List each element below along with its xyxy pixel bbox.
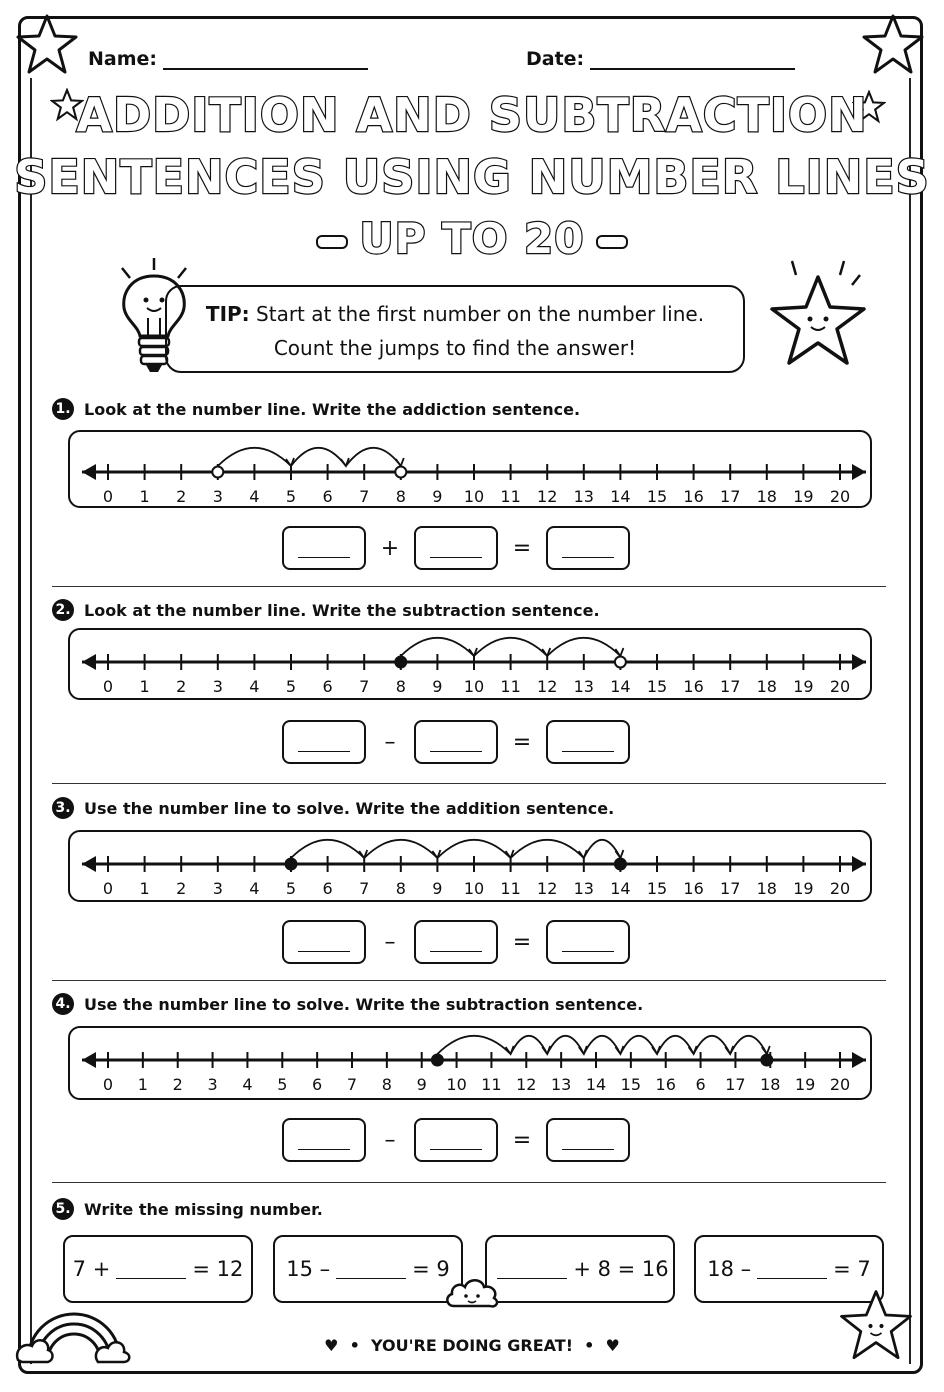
- jump-arc: [346, 448, 401, 466]
- tick-label: 8: [381, 1075, 392, 1094]
- date-label: Date:: [526, 48, 585, 70]
- star-icon: [14, 12, 80, 78]
- arc-arrowhead: [615, 648, 623, 656]
- equals-sign: =: [512, 535, 532, 561]
- tick-label: 6: [322, 677, 333, 696]
- missing-number-box[interactable]: [273, 1235, 463, 1303]
- number-line-point: [395, 467, 406, 478]
- date-field[interactable]: [526, 48, 795, 70]
- tick-label: 8: [395, 487, 406, 506]
- tick-label: 13: [573, 879, 594, 898]
- number-line-point: [432, 1055, 443, 1066]
- tick-label: 12: [516, 1075, 537, 1094]
- tick-label: 14: [610, 879, 631, 898]
- section-divider: [52, 586, 886, 587]
- arrow-right-icon: [852, 654, 866, 670]
- answer-box[interactable]: [282, 526, 366, 570]
- tick-label: 8: [395, 677, 406, 696]
- tick-label: 13: [550, 1075, 572, 1094]
- tick-label: 3: [212, 487, 223, 506]
- tip-text-1: Start at the first number on the number line.: [256, 302, 705, 326]
- heart-icon: ♥: [324, 1336, 339, 1355]
- date-line[interactable]: [590, 50, 795, 70]
- tick-label: 4: [242, 1075, 253, 1094]
- jump-arc: [364, 840, 437, 858]
- operator: +: [380, 535, 400, 561]
- tick-label: 20: [829, 879, 851, 898]
- tick-label: 10: [463, 677, 485, 696]
- arrow-left-icon: [82, 464, 96, 480]
- smiling-star-icon: [760, 255, 876, 375]
- arc-arrowhead: [396, 458, 404, 466]
- tick-label: 17: [720, 879, 741, 898]
- number-line-point: [761, 1055, 772, 1066]
- tick-label: 0: [102, 487, 114, 506]
- tick-label: 18: [756, 677, 777, 696]
- tick-label: 1: [139, 879, 150, 898]
- jump-arc: [584, 840, 621, 858]
- tick-label: 0: [102, 879, 114, 898]
- section-divider: [52, 980, 886, 981]
- answer-box[interactable]: [414, 920, 498, 964]
- tick-label: 16: [683, 677, 704, 696]
- jump-arc: [401, 638, 474, 656]
- number-line-box-4: [68, 1026, 872, 1100]
- tick-label: 12: [537, 879, 558, 898]
- tick-label: 20: [829, 1075, 851, 1094]
- tick-label: 9: [416, 1075, 427, 1094]
- arrow-right-icon: [852, 464, 866, 480]
- tip-label: TIP:: [205, 302, 250, 326]
- jump-arc: [694, 1036, 731, 1054]
- jump-arc: [511, 1036, 548, 1054]
- equation-row-4: [282, 1118, 630, 1162]
- jump-arc: [437, 840, 510, 858]
- jump-arc: [291, 840, 364, 858]
- expression-end: + 8 = 16: [573, 1257, 669, 1281]
- answer-box[interactable]: [546, 1118, 630, 1162]
- tick-label: 13: [573, 487, 594, 506]
- question-text: Use the number line to solve. Write the addition sentence.: [84, 798, 615, 818]
- expression-end: = 7: [833, 1257, 871, 1281]
- question-text: Write the missing number.: [84, 1199, 323, 1219]
- answer-box[interactable]: [282, 920, 366, 964]
- answer-box[interactable]: [546, 526, 630, 570]
- tick-label: 0: [102, 1075, 114, 1094]
- blank-line[interactable]: [336, 1260, 406, 1279]
- number-line-point: [286, 859, 297, 870]
- tip-line-1: [167, 297, 743, 331]
- tick-label: 5: [285, 879, 297, 898]
- footer: [0, 1336, 944, 1355]
- arrow-right-icon: [852, 856, 866, 872]
- tick-label: 14: [610, 677, 631, 696]
- tick-label: 15: [646, 487, 668, 506]
- jump-arc: [291, 448, 346, 466]
- tick-label: 9: [432, 677, 443, 696]
- arrow-left-icon: [82, 654, 96, 670]
- equals-sign: =: [512, 729, 532, 755]
- number-line-point: [615, 859, 626, 870]
- equation-row-1: [282, 526, 630, 570]
- tick-label: 0: [102, 677, 114, 696]
- question-number: 1.: [52, 398, 74, 420]
- blank-line[interactable]: [497, 1260, 567, 1279]
- title-line-3-text: UP TO 20: [359, 214, 585, 263]
- bullet: •: [584, 1336, 595, 1355]
- tick-label: 19: [793, 487, 814, 506]
- tick-label: 1: [137, 1075, 148, 1094]
- tick-label: 15: [620, 1075, 642, 1094]
- number-line-box-3: [68, 830, 872, 902]
- tick-label: 9: [432, 879, 443, 898]
- star-icon: [860, 12, 926, 78]
- tick-label: 13: [573, 677, 594, 696]
- number-line-2: [70, 630, 870, 698]
- jump-arc: [474, 638, 547, 656]
- tick-label: 20: [829, 487, 851, 506]
- tick-label: 16: [683, 487, 704, 506]
- tick-label: 6: [322, 879, 333, 898]
- question-5: [52, 1198, 323, 1220]
- answer-box[interactable]: [546, 920, 630, 964]
- tick-label: 1: [139, 487, 150, 506]
- tick-label: 15: [646, 879, 668, 898]
- arrow-left-icon: [82, 856, 96, 872]
- tick-label: 10: [463, 879, 485, 898]
- tick-label: 3: [207, 1075, 218, 1094]
- section-divider: [52, 783, 886, 784]
- tick-label: 5: [285, 487, 297, 506]
- title-line-1: ADDITION AND SUBTRACTION: [76, 88, 868, 142]
- tick-label: 12: [537, 487, 558, 506]
- blank-line[interactable]: [757, 1260, 827, 1279]
- tick-label: 11: [500, 487, 521, 506]
- tick-label: 8: [395, 879, 406, 898]
- tip-text-2: Count the jumps to find the answer!: [273, 336, 637, 360]
- tick-label: 6: [312, 1075, 323, 1094]
- number-line-box-2: [68, 628, 872, 700]
- number-line-point: [212, 467, 223, 478]
- tick-label: 1: [139, 677, 150, 696]
- answer-box[interactable]: [414, 526, 498, 570]
- arc-arrowhead: [615, 850, 623, 858]
- answer-box[interactable]: [282, 720, 366, 764]
- jump-arc: [657, 1036, 694, 1054]
- jump-arc: [218, 448, 291, 466]
- operator: –: [384, 729, 396, 755]
- question-text: Look at the number line. Write the subtraction sentence.: [84, 600, 600, 620]
- jump-arc: [547, 638, 620, 656]
- arrow-right-icon: [852, 1052, 866, 1068]
- missing-number-box[interactable]: [485, 1235, 675, 1303]
- tick-label: 4: [249, 677, 260, 696]
- jump-arc: [437, 1036, 510, 1054]
- number-line-1: [70, 432, 870, 506]
- tick-label: 12: [537, 677, 558, 696]
- expression-start: 7 +: [72, 1257, 111, 1281]
- tick-label: 3: [212, 677, 223, 696]
- tick-label: 19: [794, 1075, 816, 1094]
- number-line-point: [615, 657, 626, 668]
- arrow-left-icon: [82, 1052, 96, 1068]
- tick-label: 20: [829, 677, 851, 696]
- question-number: 4.: [52, 993, 74, 1015]
- question-number: 5.: [52, 1198, 74, 1220]
- question-1: [52, 398, 580, 420]
- expression-start: 15 –: [286, 1257, 331, 1281]
- tick-label: 14: [585, 1075, 607, 1094]
- arc-arrowhead: [762, 1046, 770, 1054]
- expression-end: = 12: [192, 1257, 244, 1281]
- tick-label: 15: [646, 677, 668, 696]
- answer-box[interactable]: [546, 720, 630, 764]
- question-3: [52, 797, 614, 819]
- blank-line[interactable]: [116, 1260, 186, 1279]
- title-line-2: SENTENCES USING NUMBER LINES: [14, 150, 930, 204]
- tick-label: 17: [720, 487, 741, 506]
- tick-label: 6: [695, 1075, 706, 1094]
- tick-label: 11: [500, 677, 521, 696]
- tick-label: 16: [655, 1075, 676, 1094]
- jump-arc: [584, 1036, 621, 1054]
- operator: –: [384, 1127, 396, 1153]
- question-number: 2.: [52, 599, 74, 621]
- bullet: •: [349, 1336, 360, 1355]
- tick-label: 19: [793, 879, 814, 898]
- question-text: Look at the number line. Write the addiction sentence.: [84, 399, 581, 419]
- tick-label: 2: [176, 487, 187, 506]
- tick-label: 18: [756, 879, 777, 898]
- answer-box[interactable]: [414, 1118, 498, 1162]
- tick-label: 10: [463, 487, 485, 506]
- tick-label: 14: [610, 487, 631, 506]
- heart-icon: ♥: [605, 1336, 620, 1355]
- expression-end: = 9: [412, 1257, 450, 1281]
- dash-decoration: [316, 235, 348, 249]
- question-text: Use the number line to solve. Write the subtraction sentence.: [84, 994, 644, 1014]
- tick-label: 16: [683, 879, 704, 898]
- jump-arc: [620, 1036, 657, 1054]
- footer-text: YOU'RE DOING GREAT!: [371, 1336, 573, 1355]
- tick-label: 11: [481, 1075, 502, 1094]
- tip-box: [165, 285, 745, 373]
- tick-label: 11: [500, 879, 521, 898]
- number-line-3: [70, 832, 870, 900]
- tick-label: 3: [212, 879, 223, 898]
- cloud-icon: [442, 1272, 502, 1312]
- name-label: Name:: [88, 48, 158, 70]
- operator: –: [384, 929, 396, 955]
- equals-sign: =: [512, 929, 532, 955]
- equation-row-3: [282, 920, 630, 964]
- tick-label: 7: [359, 487, 370, 506]
- question-4: [52, 993, 643, 1015]
- tick-label: 10: [446, 1075, 467, 1094]
- tick-label: 7: [346, 1075, 358, 1094]
- tick-label: 5: [285, 677, 297, 696]
- tick-label: 18: [760, 1075, 781, 1094]
- tick-label: 5: [277, 1075, 288, 1094]
- expression-start: 18 –: [707, 1257, 752, 1281]
- jump-arc: [511, 840, 584, 858]
- jump-arc: [730, 1036, 767, 1054]
- tick-label: 17: [725, 1075, 746, 1094]
- dash-decoration: [596, 235, 628, 249]
- jump-arc: [547, 1036, 584, 1054]
- tick-label: 4: [249, 879, 260, 898]
- tick-label: 7: [359, 879, 370, 898]
- number-line-point: [395, 657, 406, 668]
- equation-row-2: [282, 720, 630, 764]
- tick-label: 4: [249, 487, 260, 506]
- tick-label: 2: [172, 1075, 183, 1094]
- question-2: [52, 599, 600, 621]
- tick-label: 17: [720, 677, 741, 696]
- name-line[interactable]: [163, 50, 368, 70]
- number-line-4: [70, 1028, 870, 1098]
- equals-sign: =: [512, 1127, 532, 1153]
- tick-label: 7: [359, 677, 370, 696]
- answer-box[interactable]: [414, 720, 498, 764]
- tick-label: 6: [322, 487, 333, 506]
- tick-label: 9: [432, 487, 443, 506]
- question-number: 3.: [52, 797, 74, 819]
- answer-box[interactable]: [282, 1118, 366, 1162]
- tick-label: 18: [756, 487, 777, 506]
- section-divider: [52, 1182, 886, 1183]
- tick-label: 2: [176, 879, 187, 898]
- number-line-box-1: [68, 430, 872, 508]
- tick-label: 2: [176, 677, 187, 696]
- tick-label: 19: [793, 677, 814, 696]
- name-field[interactable]: [88, 48, 368, 70]
